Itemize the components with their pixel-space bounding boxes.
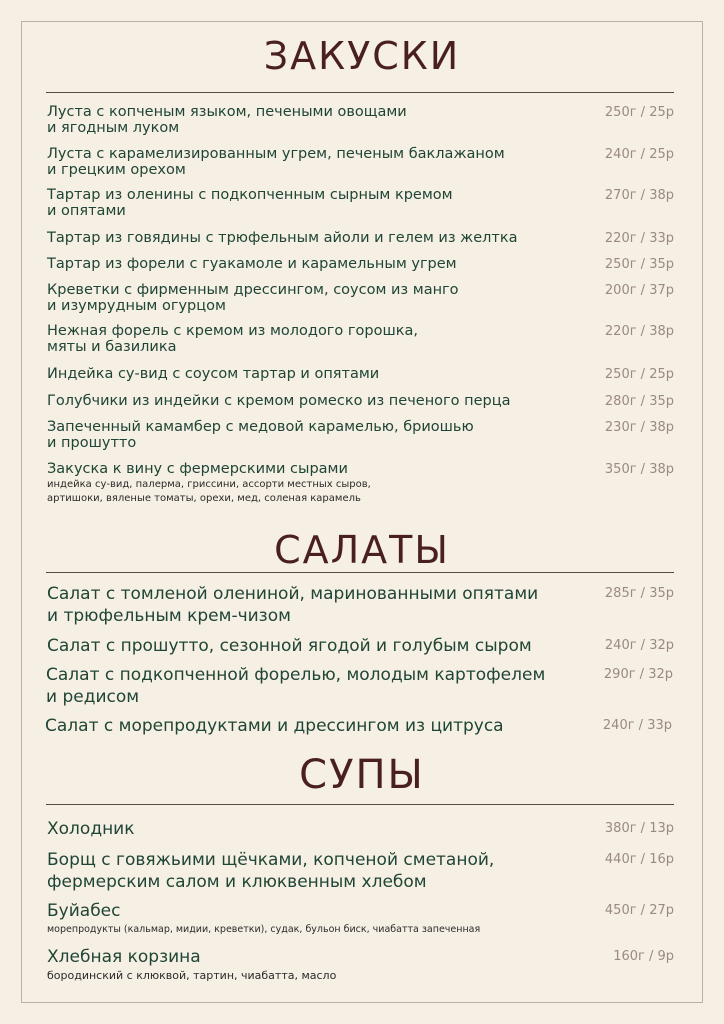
item-name: Тартар из форели с гуакамоле и карамельным угрем — [47, 256, 457, 272]
menu-item — [47, 900, 677, 937]
item-description: морепродукты (кальмар, мидии, креветки), судак, бульон биск, чиабатта запеченная — [47, 924, 481, 935]
item-price: 220г / 38р — [604, 324, 674, 339]
item-name: Тартар из оленины с подкопченным сырным кремом и опятами — [47, 187, 453, 219]
item-price: 440г / 16р — [604, 852, 674, 867]
item-price: 350г / 38р — [604, 462, 674, 477]
item-price: 380г / 13р — [604, 821, 674, 836]
item-description: индейка су-вид, палерма, гриссини, ассорти местных сыров, артишоки, вяленые томаты, орехи, мед, соленая карамель — [47, 479, 371, 504]
menu-item — [47, 946, 677, 983]
item-name: Луста с копченым языком, печеными овощами и ягодным луком — [47, 104, 407, 136]
item-price: 290г / 32р — [603, 667, 673, 682]
item-price: 240г / 32р — [604, 638, 674, 653]
item-price: 240г / 25р — [604, 147, 674, 162]
item-name: Салат с прошутто, сезонной ягодой и голубым сыром — [47, 636, 532, 656]
section-title-zakuski: ЗАКУСКИ — [263, 34, 461, 78]
item-name: Холодник — [47, 819, 135, 839]
item-name: Голубчики из индейки с кремом ромеско из печеного перца — [47, 393, 511, 409]
section-divider — [46, 92, 674, 93]
item-price: 250г / 25р — [604, 105, 674, 120]
item-price: 160г / 9р — [613, 949, 674, 964]
item-name: Закуска к вину с фермерскими сырами — [47, 461, 348, 477]
menu-item — [47, 256, 677, 272]
item-name: Нежная форель с кремом из молодого горошка, мяты и базилика — [47, 323, 418, 355]
section-title-salaty: САЛАТЫ — [274, 528, 450, 572]
menu-item — [47, 146, 677, 178]
section-divider — [46, 804, 674, 805]
menu-item — [47, 818, 677, 840]
menu-item — [47, 461, 677, 506]
item-price: 240г / 33р — [602, 718, 672, 733]
item-price: 250г / 25р — [604, 367, 674, 382]
item-price: 280г / 35р — [604, 394, 674, 409]
menu-item — [47, 393, 677, 409]
menu-item — [45, 715, 675, 737]
section-title-supy: СУПЫ — [299, 752, 425, 798]
item-price: 250г / 35р — [604, 257, 674, 272]
item-description: бородинский с клюквой, тартин, чиабатта, масло — [47, 969, 337, 982]
menu-item — [47, 187, 677, 219]
item-price: 285г / 35р — [604, 586, 674, 601]
item-price: 220г / 33р — [604, 231, 674, 246]
item-price: 200г / 37р — [604, 283, 674, 298]
menu-item — [47, 323, 677, 355]
menu-item — [47, 849, 677, 893]
item-name: Хлебная корзина — [47, 947, 201, 967]
item-name: Салат с морепродуктами и дрессингом из цитруса — [45, 716, 504, 736]
item-name: Запеченный камамбер с медовой карамелью, бриошью и прошутто — [47, 419, 474, 451]
menu-item — [47, 104, 677, 136]
item-name: Индейка су-вид с соусом тартар и опятами — [47, 366, 380, 382]
menu-item — [47, 419, 677, 451]
menu-item — [47, 583, 677, 627]
item-name: Тартар из говядины с трюфельным айоли и гелем из желтка — [47, 230, 518, 246]
item-name: Салат с томленой олениной, маринованными опятами и трюфельным крем-чизом — [47, 584, 539, 626]
menu-item — [47, 635, 677, 657]
section-divider — [46, 572, 674, 573]
item-name: Борщ с говяжьими щёчками, копченой сметаной, фермерским салом и клюквенным хлебом — [47, 850, 495, 892]
menu-item — [47, 366, 677, 382]
item-name: Креветки с фирменным дрессингом, соусом из манго и изумрудным огурцом — [47, 282, 459, 314]
menu-item — [47, 282, 677, 314]
item-price: 230г / 38р — [604, 420, 674, 435]
item-name: Луста с карамелизированным угрем, печеным баклажаном и грецким орехом — [47, 146, 505, 178]
menu-item — [47, 230, 677, 246]
item-price: 270г / 38р — [604, 188, 674, 203]
item-price: 450г / 27р — [604, 903, 674, 918]
menu-item — [46, 664, 676, 708]
item-name: Буйабес — [47, 901, 121, 921]
item-name: Салат с подкопченной форелью, молодым картофелем и редисом — [46, 665, 546, 707]
